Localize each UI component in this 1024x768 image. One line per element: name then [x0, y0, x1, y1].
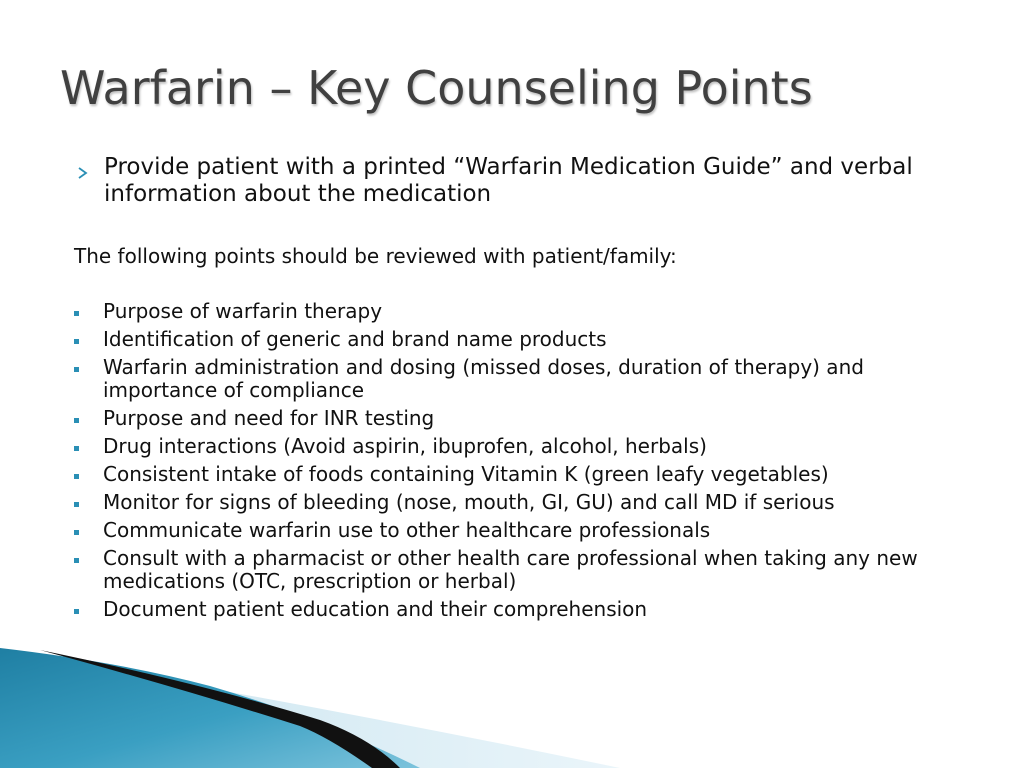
list-item: Consistent intake of foods containing Vitamin K (green leafy vegetables) — [74, 463, 974, 486]
list-item: Warfarin administration and dosing (missed doses, duration of therapy) and importance of compliance — [74, 356, 974, 402]
square-bullet-icon — [74, 356, 103, 372]
list-item: Purpose of warfarin therapy — [74, 300, 974, 323]
list-item: Document patient education and their comprehension — [74, 598, 974, 621]
lead-bullet-text: Provide patient with a printed “Warfarin Medication Guide” and verbal information about the medication — [104, 154, 913, 207]
square-bullet-icon — [74, 407, 103, 423]
arrow-right-icon — [78, 154, 104, 183]
square-bullet-icon — [74, 491, 103, 507]
square-bullet-icon — [74, 435, 103, 451]
list-item: Drug interactions (Avoid aspirin, ibuprofen, alcohol, herbals) — [74, 435, 974, 458]
list-item: Monitor for signs of bleeding (nose, mouth, GI, GU) and call MD if serious — [74, 491, 974, 514]
list-item: Purpose and need for INR testing — [74, 407, 974, 430]
list-item: Identification of generic and brand name products — [74, 328, 974, 351]
slide-title: Warfarin – Key Counseling Points — [60, 61, 813, 115]
list-item: Consult with a pharmacist or other health care professional when taking any new medications (OTC, prescription or herbal) — [74, 547, 974, 593]
square-bullet-icon — [74, 547, 103, 563]
square-bullet-icon — [74, 463, 103, 479]
square-bullet-icon — [74, 328, 103, 344]
list-item: Communicate warfarin use to other healthcare professionals — [74, 519, 974, 542]
square-bullet-icon — [74, 300, 103, 316]
intro-text: The following points should be reviewed with patient/family: — [74, 244, 677, 268]
square-bullet-icon — [74, 598, 103, 614]
square-bullet-icon — [74, 519, 103, 535]
counseling-points-list — [74, 300, 974, 626]
decorative-wave — [0, 638, 620, 768]
lead-bullet — [78, 154, 978, 208]
